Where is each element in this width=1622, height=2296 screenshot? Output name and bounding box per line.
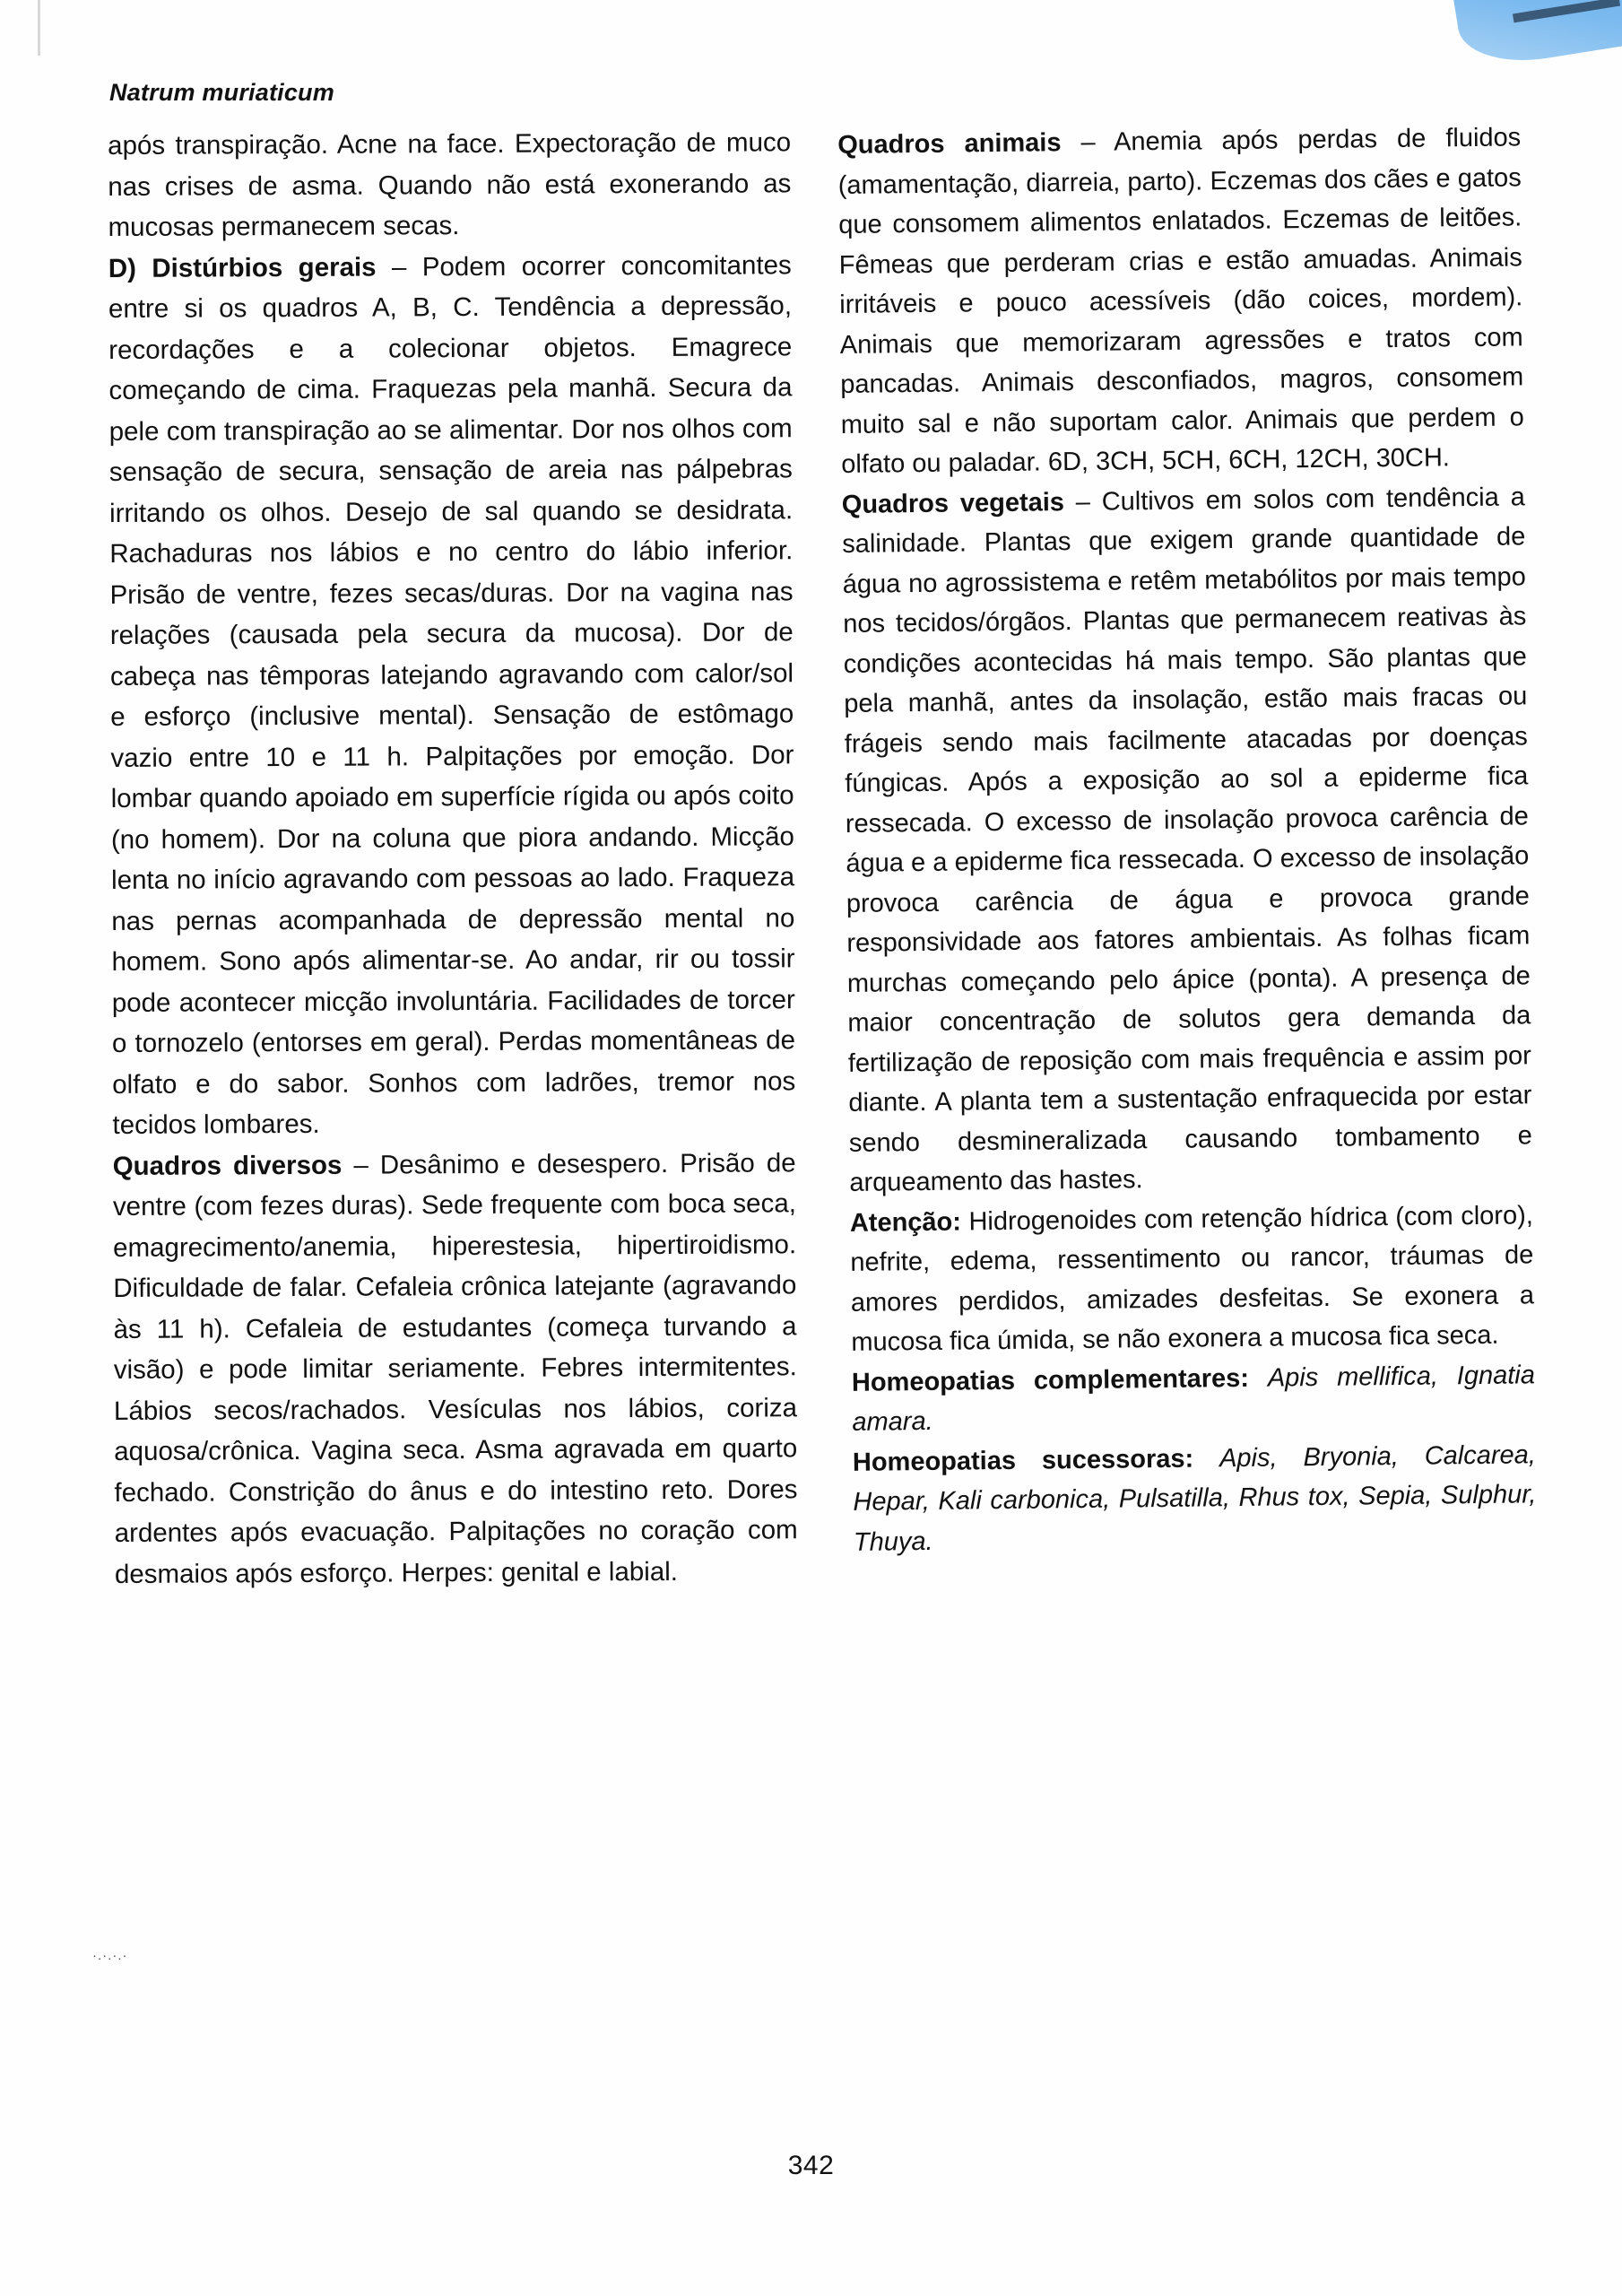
left-text-column [108, 122, 798, 1595]
ink-speckle-artifact-icon: ·.·.·.· [92, 1948, 128, 1963]
paragraph-lead-in: D) Distúrbios gerais [108, 251, 393, 283]
page-number: 342 [787, 2151, 835, 2180]
right-text-column [837, 117, 1538, 1595]
para-quadros-diversos [113, 1143, 798, 1595]
para-homeopatias-complementares [852, 1355, 1536, 1443]
scan-corner-artifact-icon [1448, 0, 1622, 71]
para-continuation [108, 122, 792, 248]
running-head: Natrum muriaticum [109, 79, 334, 106]
paragraph-text: após transpiração. Acne na face. Expectoração de muco nas crises de asma. Quando não está exonerando as mucosas permanecem secas. [108, 127, 792, 242]
remedy-name-list: Apis, Bryonia, Calcarea, Hepar, Kali carbonica, Pulsatilla, Rhus tox, Sepia, Sulphur, Thuya. [853, 1439, 1537, 1557]
paragraph-text: – Podem ocorrer concomitantes entre si os quadros A, B, C. Tendência a depressão, recordações e a colecionar objetos. Emagrece começando de cima. Fraquezas pela manhã. Secura da pele com transpiração ao se alimentar. Dor nos olhos com sensação de secura, sensação de areia nas pálpebras irritando os olhos. Desejo de sal quando se desidrata. Rachaduras nos lábios e no centro do lábio inferior. Prisão de ventre, fezes secas/duras. Dor na vagina nas relações (causada pela secura da mucosa). Dor de cabeça nas têmporas latejando agravando com calor/sol e esforço (inclusive mental). Sensação de estômago vazio entre 10 e 11 h. Palpitações por emoção. Dor lombar quando apoiado em superfície rígida ou após coito (no homem). Dor na coluna que piora andando. Micção lenta no início agravando com pessoas ao lado. Fraqueza nas pernas acompanhada de depressão mental no homem. Sono após alimentar-se. Ao andar, rir ou tossir pode acontecer micção involuntária. Facilidades de torcer o tornozelo (entorses em geral). Perdas momentâneas de olfato e do sabor. Sonhos com ladrões, tremor nos tecidos lombares. [108, 249, 796, 1140]
paragraph-lead-in: Quadros vegetais [841, 487, 1076, 519]
paragraph-lead-in: Homeopatias sucessoras: [852, 1443, 1220, 1477]
paragraph-text: – Desânimo e desespero. Prisão de ventre (com fezes duras). Sede frequente com boca seca, emagrecimento/anemia, hiperestesia, hipertiroidismo. Dificuldade de falar. Cefaleia crônica latejante (agravando às 11 h). Cefaleia de estudantes (começa turvando a visão) e pode limitar seriamente. Febres intermitentes. Lábios secos/rachados. Vesículas nos lábios, coriza aquosa/crônica. Vagina seca. Asma agravada em quarto fechado. Constrição do ânus e do intestino reto. Dores ardentes após evacuação. Palpitações no coração com desmaios após esforço. Herpes: genital e labial. [112, 1147, 798, 1589]
scan-edge-artifact-icon [38, 0, 40, 56]
para-atencao [850, 1196, 1535, 1363]
two-column-body [108, 123, 1537, 1595]
paragraph-lead-in: Quadros diversos [112, 1150, 354, 1181]
remedy-name-list: Apis mellifica, Ignatia amara. [852, 1360, 1536, 1437]
paragraph-lead-in: Atenção: [849, 1206, 969, 1238]
paragraph-text: – Anemia após perdas de fluidos (amamentação, diarreia, parto). Eczemas dos cães e gatos que consomem alimentos enlatados. Eczemas de leitões. Fêmeas que perderam crias e estão amuadas. Animais irritáveis e pouco acessíveis (dão coices, mordem). Animais que memorizaram agressões e tratos com pancadas. Animais desconfiados, magros, consomem muito sal e não suportam calor. Animais que perdem o olfato ou paladar. 6D, 3CH, 5CH, 6CH, 12CH, 30CH. [837, 123, 1524, 479]
para-quadros-animais [837, 117, 1524, 484]
para-quadros-vegetais [842, 477, 1533, 1204]
paragraph-text: Hidrogenoides com retenção hídrica (com cloro), nefrite, edema, ressentimento ou rancor, tráumas de amores perdidos, amizades desfeitas. Se exonera a mucosa fica úmida, se não exonera a mucosa fica seca. [850, 1200, 1535, 1357]
paragraph-text: – Cultivos em solos com tendência a salinidade. Plantas que exigem grande quantidade de água no agrossistema e retêm metabólitos por mais tempo nos tecidos/órgãos. Plantas que permanecem reativas às condições acontecidas há mais tempo. São plantas que pela manhã, antes da insolação, estão mais fracas ou frágeis sendo mais facilmente atacadas por doenças fúngicas. Após a exposição ao sol a epiderme fica ressecada. O excesso de insolação provoca carência de água e a epiderme fica ressecada. O excesso de insolação provoca carência de água e provoca grande responsividade aos fatores ambientais. As folhas ficam murchas começando pelo ápice (ponta). A presença de maior concentração de solutos gera demanda da fertilização de reposição com mais frequência e assim por diante. A planta tem a sustentação enfraquecida por estar sendo desmineralizada causando tombamento e arqueamento das hastes. [842, 482, 1533, 1197]
para-homeopatias-sucessoras [853, 1435, 1537, 1562]
scan-corner-shadow-icon [1513, 0, 1620, 22]
paragraph-lead-in: Homeopatias complementares: [851, 1363, 1269, 1397]
para-disturbios-gerais [108, 245, 796, 1146]
paragraph-lead-in: Quadros animais [837, 127, 1081, 160]
